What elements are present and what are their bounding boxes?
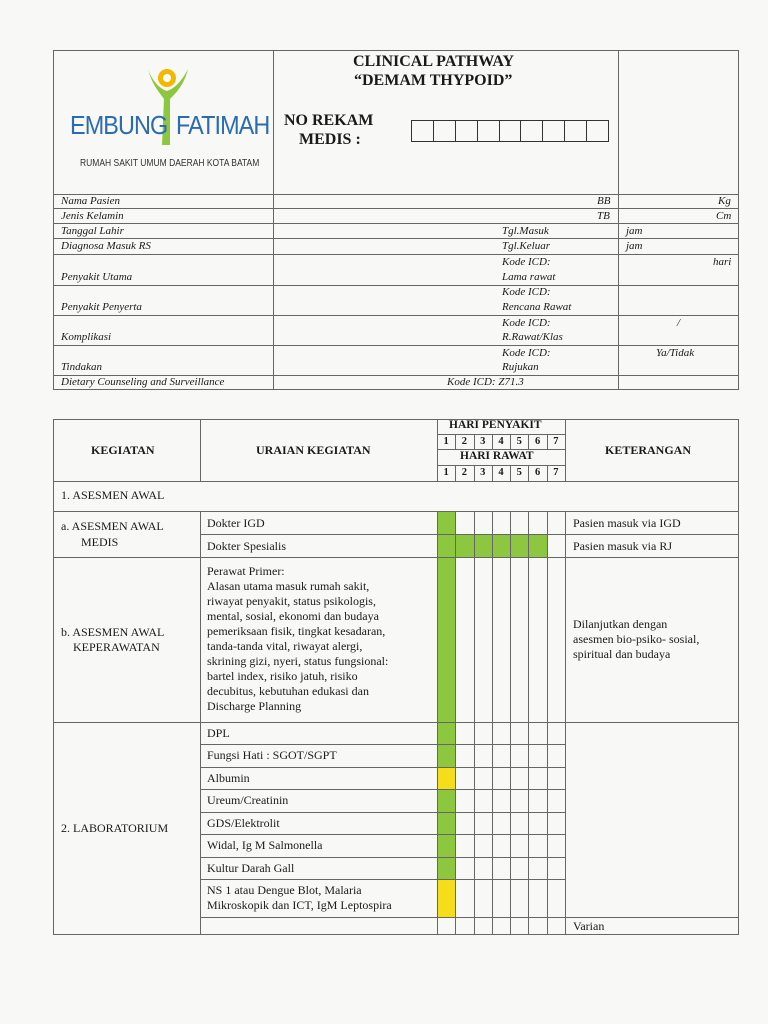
lab-row-widal: Widal, Ig M Salmonella — [207, 838, 323, 852]
label-tgl-masuk: Tgl.Masuk — [502, 225, 549, 237]
spesialis-fill — [493, 535, 510, 557]
label-kode-icd-2: Kode ICD: — [502, 286, 551, 298]
brand-right: FATIMAH — [176, 110, 270, 140]
label-tanggal-lahir: Tanggal Lahir — [61, 225, 124, 237]
hari-rawat-day-4: 4 — [498, 467, 504, 478]
hari-penyakit-label: HARI PENYAKIT — [449, 419, 542, 431]
spesialis-fill — [475, 535, 492, 557]
ket-pasien-rj: Pasien masuk via RJ — [573, 539, 672, 553]
label-rujukan: Rujukan — [502, 361, 539, 373]
day1-fill-igd — [438, 512, 455, 534]
label-hari: hari — [713, 256, 732, 268]
label-dietary: Dietary Counseling and Surveillance — [61, 376, 225, 388]
day1-fill-gds — [438, 813, 455, 834]
label-cm: Cm — [716, 210, 732, 222]
b-line: Discharge Planning — [207, 699, 302, 713]
label-penyakit-penyerta: Penyakit Penyerta — [61, 301, 142, 313]
b-line: decubitus, kebutuhan edukasi dan — [207, 684, 369, 698]
hospital-subtitle: RUMAH SAKIT UMUM DAERAH KOTA BATAM — [80, 158, 260, 169]
label-rencana-rawat: Rencana Rawat — [502, 301, 572, 313]
day1-fill-ns1 — [438, 880, 455, 917]
rekam-medis-boxes[interactable] — [411, 120, 609, 142]
label-diagnosa: Diagnosa Masuk RS — [61, 240, 151, 252]
label-kode-icd-z: Kode ICD: Z71.3 — [447, 376, 524, 388]
hari-rawat-day-3: 3 — [480, 467, 486, 478]
hari-penyakit-day-4: 4 — [498, 436, 504, 447]
label-tb: TB — [597, 210, 610, 222]
day1-fill-ureum — [438, 790, 455, 812]
label-lama-rawat: Lama rawat — [502, 271, 556, 283]
lab-label: 2. LABORATORIUM — [61, 821, 169, 835]
title-line2: “DEMAM THYPOID” — [354, 72, 513, 89]
lab-row-kultur: Kultur Darah Gall — [207, 861, 295, 875]
lab-row-ureum: Ureum/Creatinin — [207, 793, 289, 807]
hari-rawat-label: HARI RAWAT — [460, 450, 534, 462]
label-komplikasi: Komplikasi — [61, 331, 112, 343]
hari-penyakit-day-2: 2 — [461, 436, 468, 447]
a-label-1: a. ASESMEN AWAL — [61, 519, 164, 533]
no-rekam-label: NO REKAM — [284, 112, 374, 129]
hari-rawat-day-5: 5 — [516, 467, 522, 478]
day1-fill-widal — [438, 835, 455, 857]
b-line: skrining gizi, nyeri, status fungsional: — [207, 654, 389, 668]
label-kode-icd-4: Kode ICD: — [502, 347, 551, 359]
a-label-2: MEDIS — [81, 535, 119, 549]
hari-penyakit-day-6: 6 — [534, 436, 541, 447]
lab-row-ns1-a: NS 1 atau Dengue Blot, Malaria — [207, 883, 362, 897]
b-ket-line: Dilanjutkan dengan — [573, 617, 668, 631]
spesialis-fill — [511, 535, 528, 557]
b-ket-line: spiritual dan budaya — [573, 647, 671, 661]
spesialis-fill — [529, 535, 546, 557]
b-line: tanda-tanda vital, riwayat alergi, — [207, 639, 363, 653]
day1-fill-keperawatan — [438, 558, 455, 722]
b-line: pemeriksaan fisik, tingkat kesadaran, — [207, 624, 386, 638]
spesialis-fill — [456, 535, 473, 557]
label-nama: Nama Pasien — [61, 195, 120, 207]
b-line: mental, sosial, ekonomi dan budaya — [207, 609, 379, 623]
day1-fill-spesialis — [438, 535, 455, 557]
label-kode-icd-3: Kode ICD: — [502, 317, 551, 329]
day1-fill-dpl — [438, 723, 455, 744]
hari-rawat-day-1: 1 — [443, 467, 449, 478]
label-ya-tidak: Ya/Tidak — [656, 347, 695, 359]
label-penyakit-utama: Penyakit Utama — [61, 271, 133, 283]
label-jenis-kelamin: Jenis Kelamin — [61, 210, 124, 222]
hari-rawat-day-7: 7 — [553, 467, 559, 478]
b-line: Alasan utama masuk rumah sakit, — [207, 579, 370, 593]
label-jam-keluar: jam — [626, 240, 643, 252]
ket-varian: Varian — [573, 919, 605, 933]
brand-left: EMBUNG — [70, 110, 168, 140]
row-dokter-spesialis: Dokter Spesialis — [207, 539, 286, 553]
hari-penyakit-day-3: 3 — [480, 436, 486, 447]
col-uraian: URAIAN KEGIATAN — [256, 443, 371, 457]
label-slash: / — [677, 317, 681, 329]
b-title: Perawat Primer: — [207, 564, 285, 578]
hari-penyakit-day-7: 7 — [553, 436, 559, 447]
label-kg: Kg — [718, 195, 731, 207]
b-line: bartel index, risiko jatuh, risiko — [207, 669, 358, 683]
b-ket-line: asesmen bio-psiko- sosial, — [573, 632, 700, 646]
medis-label: MEDIS : — [299, 131, 361, 148]
lab-row-fungsi-hati: Fungsi Hati : SGOT/SGPT — [207, 748, 337, 762]
lab-row-albumin: Albumin — [207, 771, 250, 785]
b-label-2: KEPERAWATAN — [73, 640, 160, 654]
hari-rawat-day-6: 6 — [534, 467, 541, 478]
title-line1: CLINICAL PATHWAY — [353, 53, 515, 70]
label-jam-masuk: jam — [626, 225, 643, 237]
lab-row-dpl: DPL — [207, 726, 230, 740]
lab-row-ns1-b: Mikroskopik dan ICT, IgM Leptospira — [207, 898, 392, 912]
ket-pasien-igd: Pasien masuk via IGD — [573, 516, 681, 530]
label-rawat-klas: R.Rawat/Klas — [502, 331, 563, 343]
hari-rawat-day-2: 2 — [461, 467, 468, 478]
hari-penyakit-day-1: 1 — [443, 436, 449, 447]
b-keterangan — [573, 617, 733, 662]
day1-fill-fungsi-hati — [438, 745, 455, 767]
col-kegiatan: KEGIATAN — [91, 443, 155, 457]
label-tindakan: Tindakan — [61, 361, 102, 373]
hari-penyakit-day-5: 5 — [516, 436, 522, 447]
label-bb: BB — [597, 195, 611, 207]
row-dokter-igd: Dokter IGD — [207, 516, 265, 530]
col-keterangan: KETERANGAN — [605, 443, 692, 457]
label-kode-icd-1: Kode ICD: — [502, 256, 551, 268]
section-asesmen-awal: 1. ASESMEN AWAL — [61, 488, 165, 502]
b-description — [207, 579, 435, 714]
b-line: riwayat penyakit, status psikologis, — [207, 594, 376, 608]
b-label-1: b. ASESMEN AWAL — [61, 625, 165, 639]
hospital-logo — [70, 65, 270, 175]
label-tgl-keluar: Tgl.Keluar — [502, 240, 550, 252]
lab-row-gds: GDS/Elektrolit — [207, 816, 280, 830]
day1-fill-albumin — [438, 768, 455, 789]
day1-fill-kultur — [438, 858, 455, 879]
